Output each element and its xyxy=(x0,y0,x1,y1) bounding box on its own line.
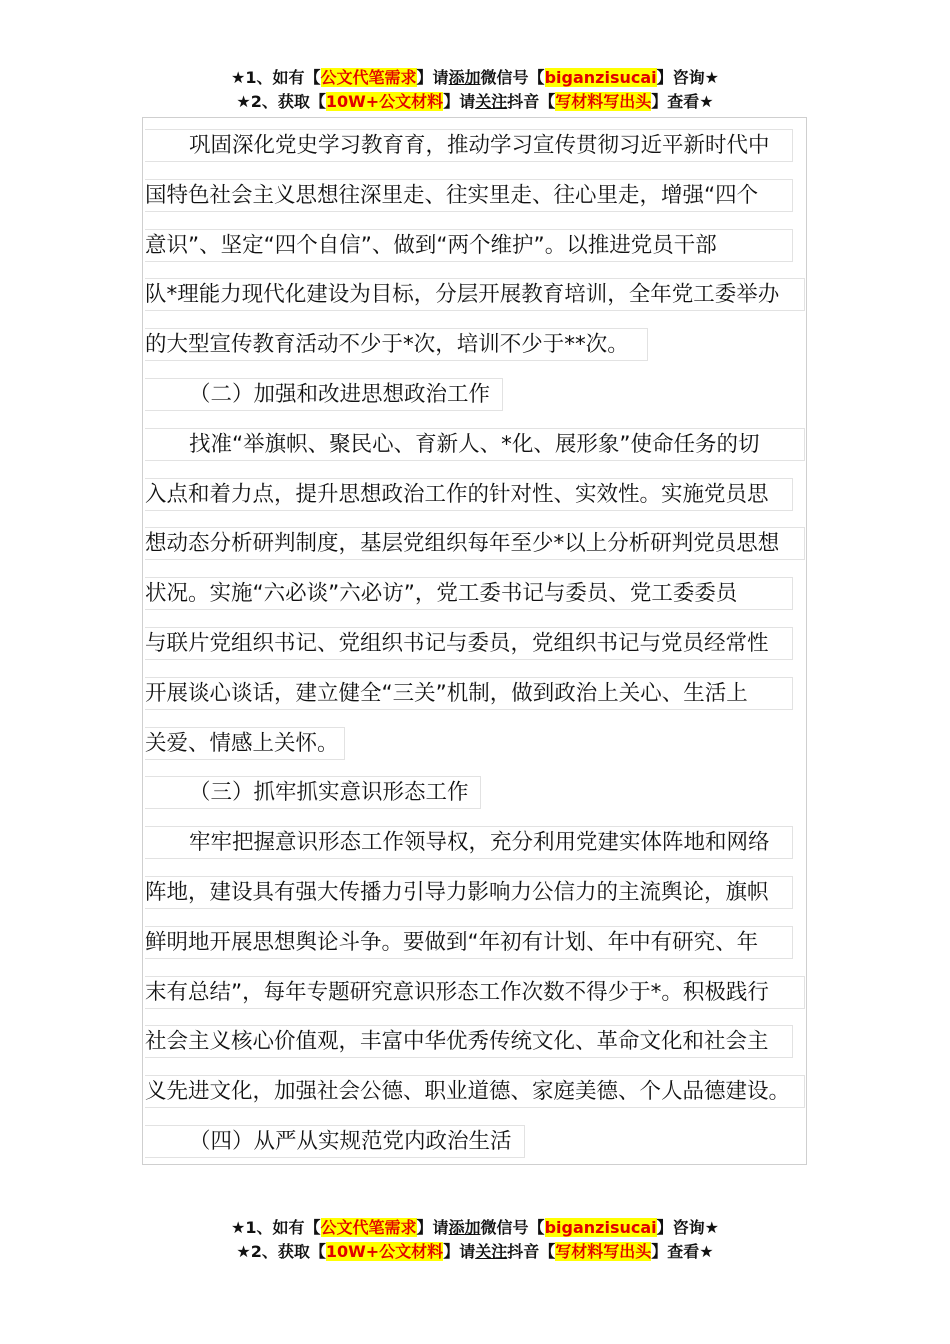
section-heading: （三）抓牢抓实意识形态工作 xyxy=(145,768,807,818)
banner-text: 微信号【 xyxy=(480,68,545,87)
text-line: 与联片党组织书记、党组织书记与委员，党组织书记与党员经常性 xyxy=(145,619,807,669)
banner-underline: 关注 xyxy=(475,92,508,111)
text-line: 阵地，建设具有强大传播力引导力影响力公信力的主流舆论，旗帜 xyxy=(145,868,807,918)
banner-text: ★1、如有【 xyxy=(231,1218,321,1237)
banner-text: 】查看★ xyxy=(651,1242,714,1261)
banner-text: 】咨询★ xyxy=(656,1218,719,1237)
banner-text: 】查看★ xyxy=(651,92,714,111)
text-line: 队*理能力现代化建设为目标，分层开展教育培训，全年党工委举办 xyxy=(145,270,807,320)
banner-highlight: biganzisucai xyxy=(544,68,657,87)
banner-text: 】请 xyxy=(416,68,449,87)
banner-text: 】请 xyxy=(416,1218,449,1237)
banner-underline: 添加 xyxy=(448,1218,481,1237)
banner-text: 抖音【 xyxy=(507,92,556,111)
top-banner xyxy=(0,66,950,114)
banner-underline: 关注 xyxy=(475,1242,508,1261)
text-line: 社会主义核心价值观，丰富中华优秀传统文化、革命文化和社会主 xyxy=(145,1017,807,1067)
banner-highlight: 10W+公文材料 xyxy=(325,1242,444,1261)
banner-highlight: 写材料写出头 xyxy=(555,1242,652,1261)
banner-text: 抖音【 xyxy=(507,1242,556,1261)
banner-highlight: biganzisucai xyxy=(544,1218,657,1237)
banner-line-2 xyxy=(0,1240,950,1264)
text-line: 的大型宣传教育活动不少于*次，培训不少于**次。 xyxy=(145,320,807,370)
banner-highlight: 公文代笔需求 xyxy=(320,68,417,87)
banner-highlight: 写材料写出头 xyxy=(555,92,652,111)
text-line: 鲜明地开展思想舆论斗争。要做到“年初有计划、年中有研究、年 xyxy=(145,918,807,968)
text-line: 义先进文化，加强社会公德、职业道德、家庭美德、个人品德建设。 xyxy=(145,1067,807,1117)
bottom-banner xyxy=(0,1216,950,1264)
text-line: 意识”、坚定“四个自信”、做到“两个维护”。以推进党员干部 xyxy=(145,221,807,271)
text-line: 巩固深化党史学习教育育，推动学习宣传贯彻习近平新时代中 xyxy=(145,121,807,171)
banner-text: ★1、如有【 xyxy=(231,68,321,87)
text-line: 末有总结”，每年专题研究意识形态工作次数不得少于*。积极践行 xyxy=(145,968,807,1018)
banner-line-1 xyxy=(0,66,950,90)
text-line: 关爱、情感上关怀。 xyxy=(145,719,807,769)
section-heading: （四）从严从实规范党内政治生活 xyxy=(145,1117,807,1167)
text-line: 想动态分析研判制度，基层党组织每年至少*以上分析研判党员思想 xyxy=(145,519,807,569)
banner-text: ★2、获取【 xyxy=(236,92,326,111)
banner-text: 微信号【 xyxy=(480,1218,545,1237)
banner-text: 】请 xyxy=(443,1242,476,1261)
banner-text: ★2、获取【 xyxy=(236,1242,326,1261)
section-heading: （二）加强和改进思想政治工作 xyxy=(145,370,807,420)
text-line: 国特色社会主义思想往深里走、往实里走、往心里走，增强“四个 xyxy=(145,171,807,221)
banner-line-2 xyxy=(0,90,950,114)
banner-text: 】请 xyxy=(443,92,476,111)
text-line: 入点和着力点，提升思想政治工作的针对性、实效性。实施党员思 xyxy=(145,470,807,520)
text-line: 找准“举旗帜、聚民心、育新人、*化、展形象”使命任务的切 xyxy=(145,420,807,470)
text-line: 牢牢把握意识形态工作领导权，充分利用党建实体阵地和网络 xyxy=(145,818,807,868)
banner-underline: 添加 xyxy=(448,68,481,87)
text-line: 状况。实施“六必谈”六必访”，党工委书记与委员、党工委委员 xyxy=(145,569,807,619)
banner-text: 】咨询★ xyxy=(656,68,719,87)
banner-highlight: 公文代笔需求 xyxy=(320,1218,417,1237)
document-body xyxy=(145,121,807,1167)
banner-line-1 xyxy=(0,1216,950,1240)
banner-highlight: 10W+公文材料 xyxy=(325,92,444,111)
text-line: 开展谈心谈话，建立健全“三关”机制，做到政治上关心、生活上 xyxy=(145,669,807,719)
